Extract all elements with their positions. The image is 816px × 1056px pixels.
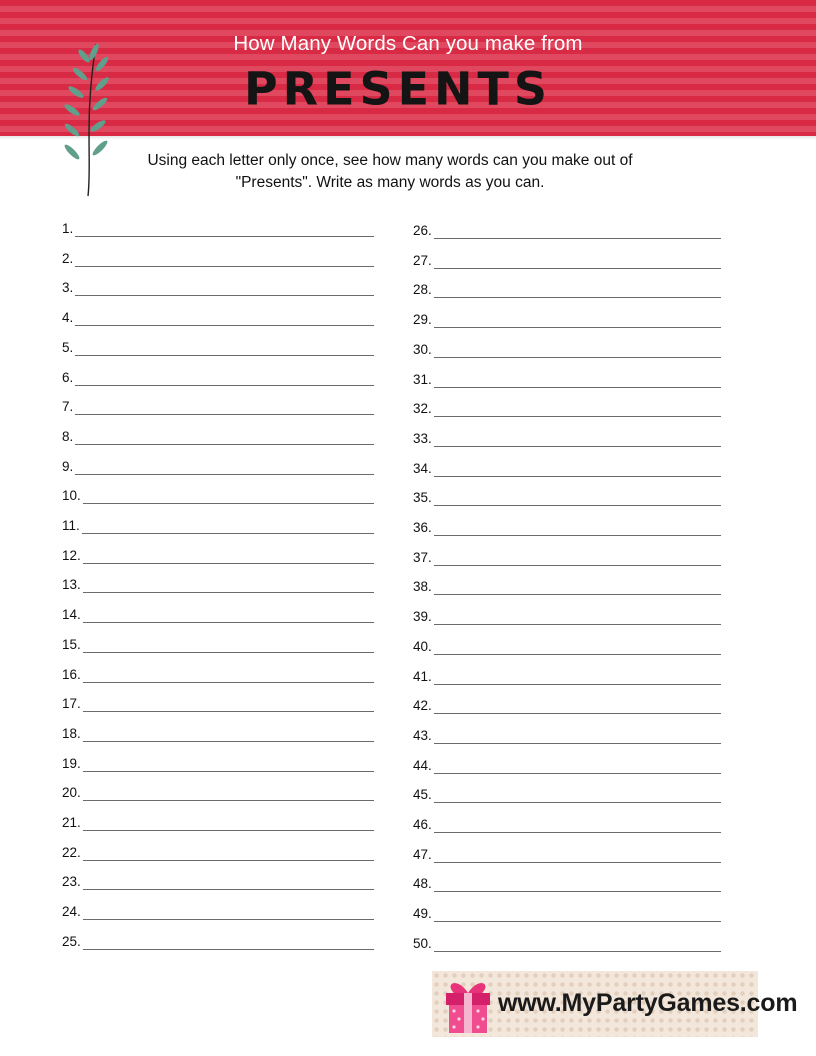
- answer-line-number: 6.: [62, 369, 74, 385]
- instructions-line-1: Using each letter only once, see how many words can you make out of: [147, 152, 633, 169]
- answer-blank[interactable]: [434, 743, 721, 744]
- answer-line-number: 18.: [62, 725, 81, 741]
- answer-line[interactable]: [62, 692, 374, 712]
- answer-blank[interactable]: [75, 295, 374, 296]
- answer-line[interactable]: [62, 276, 374, 296]
- answer-blank[interactable]: [83, 919, 374, 920]
- answer-line-number: 5.: [62, 339, 74, 355]
- answer-blank[interactable]: [83, 800, 374, 801]
- answer-blank[interactable]: [75, 444, 374, 445]
- answer-line[interactable]: [413, 813, 721, 833]
- answer-line[interactable]: [62, 484, 374, 504]
- answer-line-number: 45.: [413, 787, 432, 803]
- answer-line-number: 12.: [62, 547, 81, 563]
- answer-line[interactable]: [62, 455, 374, 475]
- answer-line[interactable]: [62, 217, 374, 237]
- answer-line[interactable]: [413, 486, 721, 506]
- answer-line-number: 44.: [413, 757, 432, 773]
- answer-line-number: 1.: [62, 221, 74, 236]
- answer-line[interactable]: [413, 397, 721, 417]
- answer-line-number: 28.: [413, 282, 432, 298]
- header-subtitle: How Many Words Can you make from: [233, 32, 583, 55]
- answer-line-number: 40.: [413, 638, 432, 654]
- answer-blank[interactable]: [83, 860, 374, 861]
- answer-line[interactable]: [62, 425, 374, 445]
- answer-line-number: 19.: [62, 755, 81, 771]
- answer-line-number: 31.: [413, 371, 432, 387]
- answer-blank[interactable]: [434, 654, 721, 655]
- answer-line[interactable]: [413, 724, 721, 744]
- answer-line-number: 9.: [62, 458, 74, 474]
- answer-blank[interactable]: [83, 830, 374, 831]
- answer-line-number: 25.: [62, 933, 81, 949]
- answer-line[interactable]: [62, 247, 374, 267]
- answer-line[interactable]: [413, 338, 721, 358]
- answer-line-number: 38.: [413, 579, 432, 595]
- answer-line-number: 20.: [62, 785, 81, 801]
- answer-line-number: 21.: [62, 815, 81, 830]
- answer-blank[interactable]: [75, 385, 374, 386]
- answer-line-number: 32.: [413, 401, 432, 417]
- answer-line-number: 14.: [62, 607, 81, 623]
- answer-line-number: 3.: [62, 280, 74, 296]
- answer-line[interactable]: [413, 783, 721, 803]
- answer-line[interactable]: [62, 900, 374, 920]
- answer-blank[interactable]: [75, 236, 374, 237]
- instructions-line-2: "Presents". Write as many words as you can.: [235, 174, 545, 191]
- answer-line-number: 36.: [413, 520, 432, 535]
- answer-blank[interactable]: [434, 802, 721, 803]
- answer-line-number: 2.: [62, 250, 74, 266]
- answer-line[interactable]: [413, 754, 721, 774]
- answer-blank[interactable]: [83, 592, 374, 593]
- footer-url[interactable]: www.MyPartyGames.com: [498, 989, 798, 1017]
- answer-line[interactable]: [413, 278, 721, 298]
- answer-blank[interactable]: [434, 238, 721, 239]
- answer-line-number: 24.: [62, 904, 81, 920]
- answer-blank[interactable]: [83, 711, 374, 712]
- gift-box-icon: [440, 975, 496, 1035]
- answer-line-number: 4.: [62, 310, 74, 326]
- answer-line-number: 48.: [413, 876, 432, 892]
- answer-line-number: 15.: [62, 636, 81, 652]
- answer-line-number: 43.: [413, 727, 432, 743]
- answer-line[interactable]: [413, 457, 721, 477]
- answer-line[interactable]: [62, 573, 374, 593]
- answer-blank[interactable]: [434, 297, 721, 298]
- answer-line[interactable]: [62, 870, 374, 890]
- answer-line-number: 7.: [62, 399, 74, 415]
- answer-line[interactable]: [413, 219, 721, 239]
- answer-line-number: 10.: [62, 488, 81, 504]
- answer-blank[interactable]: [83, 889, 374, 890]
- answer-blank[interactable]: [434, 268, 721, 269]
- answer-line-number: 30.: [413, 341, 432, 357]
- answer-blank[interactable]: [83, 563, 374, 564]
- page-title: PRESENTS: [243, 62, 553, 116]
- answer-line[interactable]: [413, 516, 721, 536]
- answer-line-number: 26.: [413, 223, 432, 238]
- instructions: [120, 150, 660, 194]
- answer-line-number: 11.: [62, 518, 80, 533]
- answer-line[interactable]: [413, 694, 721, 714]
- answer-blank[interactable]: [83, 503, 374, 504]
- answer-blank[interactable]: [434, 862, 721, 863]
- answer-blank[interactable]: [434, 891, 721, 892]
- answer-line[interactable]: [62, 811, 374, 831]
- answer-line-number: 8.: [62, 428, 74, 444]
- answer-line[interactable]: [62, 633, 374, 653]
- answer-line-number: 37.: [413, 549, 432, 565]
- answer-line[interactable]: [413, 368, 721, 388]
- answer-blank[interactable]: [434, 446, 721, 447]
- answer-blank[interactable]: [434, 624, 721, 625]
- answer-line-number: 41.: [413, 668, 432, 684]
- answer-line-number: 47.: [413, 846, 432, 862]
- answer-blank[interactable]: [434, 476, 721, 477]
- answer-line-number: 50.: [413, 935, 432, 951]
- header-shadow: [0, 136, 816, 140]
- answer-line-number: 49.: [413, 906, 432, 922]
- answer-line-number: 13.: [62, 577, 81, 593]
- answer-blank[interactable]: [434, 357, 721, 358]
- answer-blank[interactable]: [434, 773, 721, 774]
- answer-line[interactable]: [413, 427, 721, 447]
- answer-line-number: 17.: [62, 696, 81, 712]
- answer-line-number: 39.: [413, 609, 432, 625]
- answer-line[interactable]: [62, 603, 374, 623]
- answer-line-number: 23.: [62, 874, 81, 890]
- answer-blank[interactable]: [83, 622, 374, 623]
- answer-line[interactable]: [413, 665, 721, 685]
- answer-line-number: 22.: [62, 844, 81, 860]
- answer-line[interactable]: [62, 663, 374, 683]
- answer-blank[interactable]: [434, 416, 721, 417]
- answer-line-number: 16.: [62, 666, 81, 682]
- answer-blank[interactable]: [434, 387, 721, 388]
- answer-line-number: 35.: [413, 490, 432, 506]
- answer-blank[interactable]: [434, 713, 721, 714]
- answer-blank[interactable]: [75, 266, 374, 267]
- answer-blank[interactable]: [434, 565, 721, 566]
- answer-blank[interactable]: [83, 741, 374, 742]
- answer-line[interactable]: [413, 605, 721, 625]
- answer-line[interactable]: [413, 872, 721, 892]
- answer-line[interactable]: [413, 635, 721, 655]
- answer-line[interactable]: [62, 395, 374, 415]
- answer-line[interactable]: [413, 902, 721, 922]
- answer-line[interactable]: [62, 336, 374, 356]
- answer-blank[interactable]: [83, 652, 374, 653]
- answer-blank[interactable]: [75, 325, 374, 326]
- answer-line[interactable]: [62, 752, 374, 772]
- answer-blank[interactable]: [82, 533, 374, 534]
- answer-line[interactable]: [413, 575, 721, 595]
- answer-blank[interactable]: [434, 535, 721, 536]
- answer-line-number: 46.: [413, 817, 432, 832]
- answer-line[interactable]: [413, 308, 721, 328]
- answer-blank[interactable]: [83, 682, 374, 683]
- answer-line[interactable]: [62, 366, 374, 386]
- answer-line[interactable]: [62, 544, 374, 564]
- answer-line-number: 27.: [413, 252, 432, 268]
- answer-blank[interactable]: [83, 949, 374, 950]
- answer-blank[interactable]: [434, 951, 721, 952]
- answer-blank[interactable]: [75, 355, 374, 356]
- answer-line[interactable]: [62, 781, 374, 801]
- answer-line[interactable]: [62, 930, 374, 950]
- answer-line[interactable]: [62, 306, 374, 326]
- answer-blank[interactable]: [434, 832, 721, 833]
- answer-blank[interactable]: [434, 327, 721, 328]
- answer-line-number: 42.: [413, 698, 432, 714]
- answer-blank[interactable]: [434, 921, 721, 922]
- answer-blank[interactable]: [75, 474, 374, 475]
- answer-line[interactable]: [413, 249, 721, 269]
- answer-line[interactable]: [62, 722, 374, 742]
- answer-blank[interactable]: [75, 414, 374, 415]
- answer-line-number: 33.: [413, 430, 432, 446]
- answer-blank[interactable]: [83, 771, 374, 772]
- answer-blank[interactable]: [434, 594, 721, 595]
- answer-line-number: 34.: [413, 460, 432, 476]
- answer-line[interactable]: [413, 843, 721, 863]
- answer-blank[interactable]: [434, 505, 721, 506]
- answer-line[interactable]: [62, 841, 374, 861]
- answer-blank[interactable]: [434, 684, 721, 685]
- answer-line-number: 29.: [413, 312, 432, 328]
- answer-line[interactable]: [413, 546, 721, 566]
- answer-line[interactable]: [62, 514, 374, 534]
- answer-line[interactable]: [413, 932, 721, 952]
